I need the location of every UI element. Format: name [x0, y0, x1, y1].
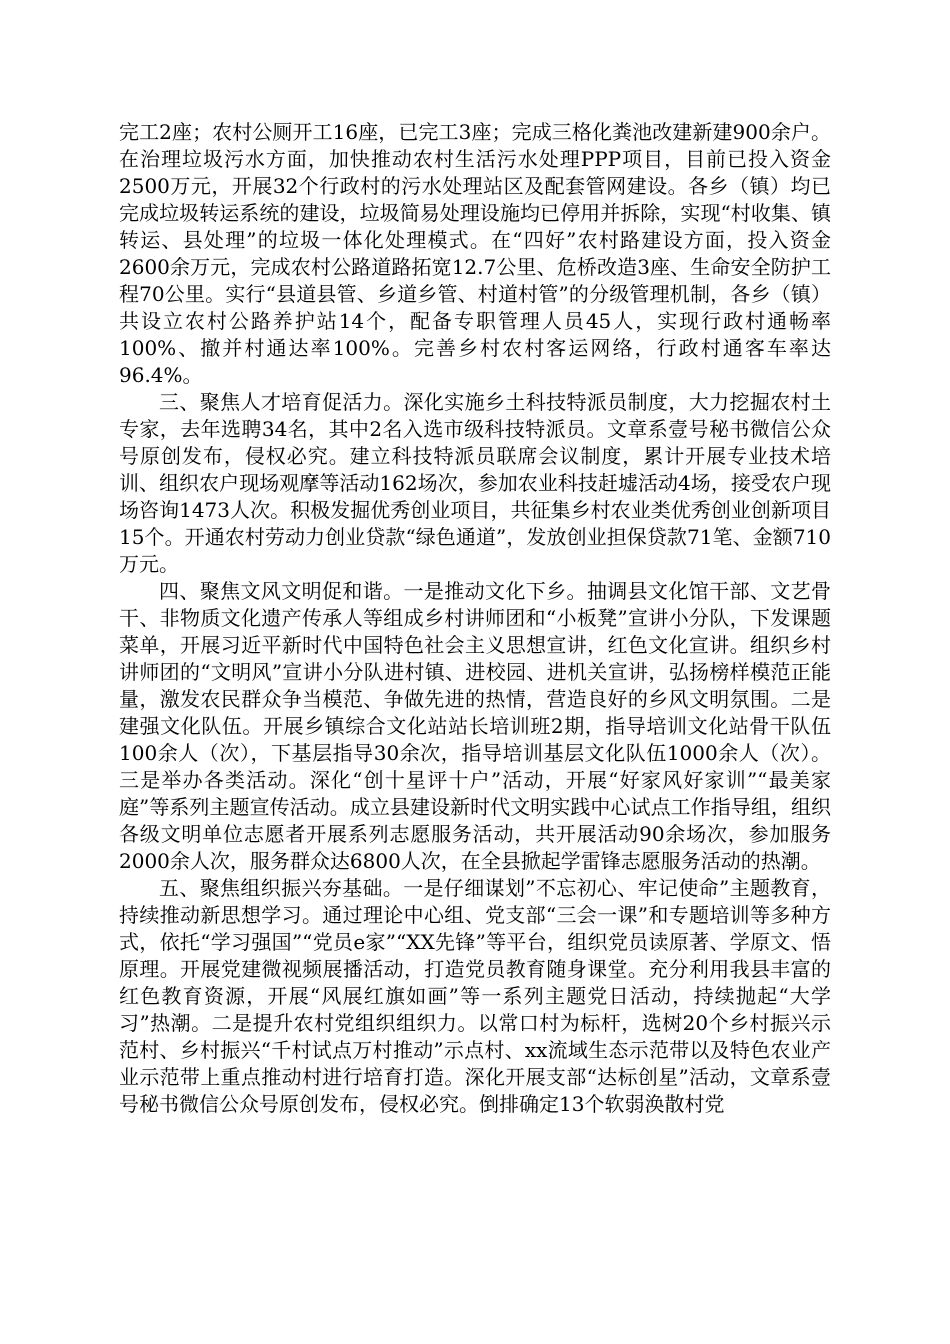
paragraph-civilization: 四、聚焦文风文明促和谐。一是推动文化下乡。抽调县文化馆干部、文艺骨干、非物质文化遗产传承人等组成乡村讲师团和“小板凳”宣讲小分队，下发课题菜单，开展习近平新时代中国特色社会主义思想宣讲，红色文化宣讲。组织乡村讲师团的“文明风”宣讲小分队进村镇、进校园、进机关宣讲，弘扬榜样模范正能量，激发农民群众争当模范、争做先进的热情，营造良好的乡风文明氛围。二是建强文化队伍。开展乡镇综合文化站站长培训班2期，指导培训文化站骨干队伍100余人（次），下基层指导30余次，指导培训基层文化队伍1000余人（次）。三是举办各类活动。深化“创十星评十户”活动，开展“好家风好家训”“最美家庭”等系列主题宣传活动。成立县建设新时代文明实践中心试点工作指导组，组织各级文明单位志愿者开展系列志愿服务活动，共开展活动90余场次，参加服务2000余人次，服务群众达6800人次，在全县掀起学雷锋志愿服务活动的热潮。 [119, 579, 831, 873]
document-page [119, 119, 831, 1118]
paragraph-organization: 五、聚焦组织振兴夯基础。一是仔细谋划”不忘初心、牢记使命”主题教育，持续推动新思想学习。通过理论中心组、党支部“三会一课”和专题培训等多种方式，依托“学习强国”“党员e家”“XX先锋”等平台，组织党员读原著、学原文、悟原理。开展党建微视频展播活动，打造党员教育随身课堂。充分利用我县丰富的红色教育资源，开展“风展红旗如画”等一系列主题党日活动，持续抛起“大学习”热潮。二是提升农村党组织组织力。以常口村为标杆，选树20个乡村振兴示范村、乡村振兴“千村试点万村推动”示点村、xx流域生态示范带以及特色农业产业示范带上重点推动村进行培育打造。深化开展支部“达标创星”活动，文章系壹号秘书微信公众号原创发布，侵权必究。倒排确定13个软弱涣散村党 [119, 876, 831, 1116]
paragraph-rural-environment: 完工2座；农村公厕开工16座，已完工3座；完成三格化粪池改建新建900余户。在治理垃圾污水方面，加快推动农村生活污水处理PPP项目，目前已投入资金2500万元，开展32个行政村的污水处理站区及配套管网建设。各乡（镇）均已完成垃圾转运系统的建设，垃圾简易处理设施均已停用并拆除，实现“村收集、镇转运、县处理”的垃圾一体化处理模式。在“四好”农村路建设方面，投入资金2600余万元，完成农村公路道路拓宽12.7公里、危桥改造3座、生命安全防护工程70公里。实行“县道县管、乡道乡管、村道村管”的分级管理机制，各乡（镇）共设立农村公路养护站14个，配备专职管理人员45人，实现行政村通畅率100%、撤并村通达率100%。完善乡村农村客运网络，行政村通客车率达96.4%。 [119, 120, 831, 387]
paragraph-talent-cultivation: 三、聚焦人才培育促活力。深化实施乡土科技特派员制度，大力挖掘农村土专家，去年选聘34名，其中2名入选市级科技特派员。文章系壹号秘书微信公众号原创发布，侵权必究。建立科技特派员联席会议制度，累计开展专业技术培训、组织农户现场观摩等活动162场次，参加农业科技赶墟活动4场，接受农户现场咨询1473人次。积极发掘优秀创业项目，共征集乡村农业类优秀创业创新项目15个。开通农村劳动力创业贷款“绿色通道”，发放创业担保贷款71笔、金额710万元。 [119, 390, 831, 576]
